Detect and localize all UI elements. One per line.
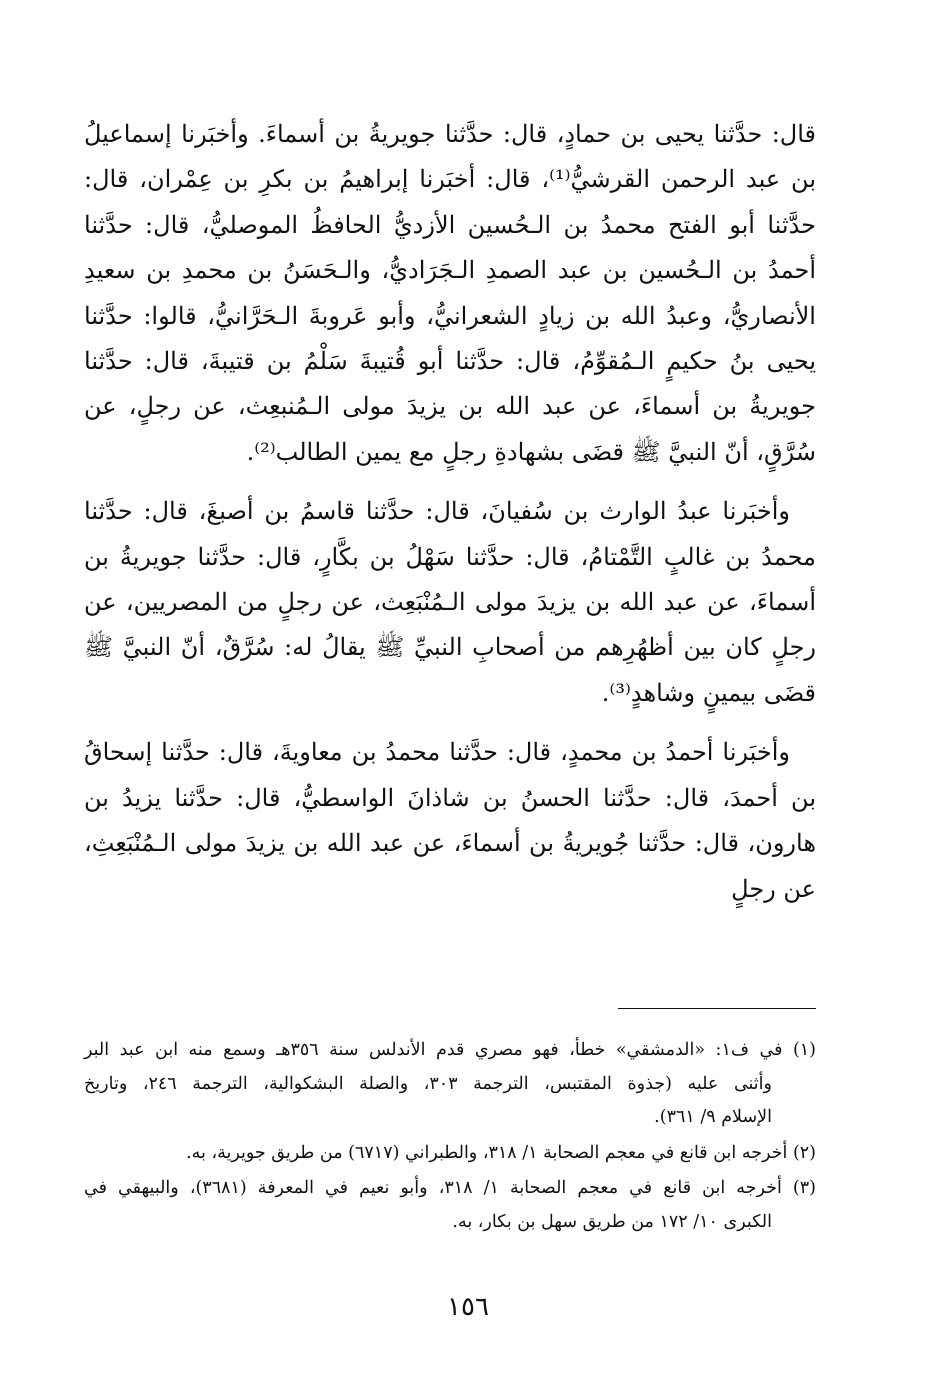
text-line: وأخبَرنا عبدُ الوارث بن سُفيانَ، قال: حدَّثنا قاسمُ بن أصبغَ، قال: [143,497,790,526]
text-line: زيادٍ الشعرانيُّ، وأبو عَروبةَ الـحَرَّانيُّ، قالوا: حدَّثنا يحيى بنُ حكيمٍ الـمُقوِّمُ، [84,301,816,376]
footnote-line: وأثنى عليه (جذوة المقتبس، الترجمة ٣٠٣، والصلة البشكوالية، الترجمة ٢٤٦، وتاريخ [84,1073,772,1094]
footnote-marker: (٢) [792,1142,816,1163]
footnote-marker: (١) [792,1040,816,1060]
footnote [84,1034,816,1135]
text-line: أحمدَ، قال: حدَّثنا الحسنُ بن شاذانَ الواسطيُّ، قال: حدَّثنا يزيدُ بن هارون، [84,783,816,858]
text-line: مع يمين الطالب⁽²⁾. [246,437,435,466]
text-line: قال: حدَّثنا أبو قُتيبةَ سَلْمُ بن قتيبةَ، قال: حدَّثنا جويريةُ بن أسماءَ، عن عبد الله بن [84,347,816,421]
text-line: وأخبَرنا أحمدُ بن محمدٍ، قال: حدَّثنا محمدُ بن معاويةَ، قال: حدَّثنا إسحاقُ بن [84,738,816,812]
paragraph [84,489,816,716]
footnote-line: أخرجه ابن قانع في معجم الصحابة ١/ ٣١٨، والطبراني (٦٧١٧) من طريق جويرية، به. [186,1142,788,1163]
footnote-line: في ف١: «الدمشقي» خطأ، فهو مصري قدم الأندلس سنة ٣٥٦هـ وسمع منه ابن عبد البر [84,1040,783,1060]
footnote [84,1172,816,1239]
text-line: عبد الصمدِ الـجَرَاديُّ، والـحَسَنُ بن محمدِ بن سعيدِ الأنصاريُّ، وعبدُ الله بن [84,256,816,330]
text-line: يزيدَ مولى الـمُنبعِث، عن رجلٍ، عن سُرَّقٍ، أنّ النبيَّ ﷺ قضَى بشهادةِ رجلٍ [84,392,816,466]
text-line: كان بين أظهُرِهم من أصحابِ النبيِّ ﷺ يقالُ له: سُرَّقٌ، أنّ النبيَّ ﷺ قضَى [84,633,816,707]
text-line: عبد الرحمن القرشيُّ⁽¹⁾، قال: أخبَرنا إبراهيمُ بن بكرِ بن عِمْران، قال: حدَّثنا أبو [84,165,817,239]
footnote [84,1137,816,1171]
page-number: ١٥٦ [447,1292,489,1322]
text-line: قال: حدَّثنا يحيى بن حمادٍ، قال: حدَّثنا جويريةُ بن أسماءَ. وأخبَرنا إسماعيلُ بن [84,120,816,194]
footnotes [84,1034,816,1241]
text-line: أسماءَ، عن عبد الله بن يزيدَ مولى الـمُنْبَعِث، عن رجلٍ من المصريين، عن رجلٍ [84,588,816,662]
footnote-line: الإسلام ٩/ ٣٦١). [654,1107,772,1127]
text-line: قال: حدَّثنا جُويريةُ بن أسماءَ، عن عبد الله بن يزيدَ مولى الـمُنْبَعِثِ، عن رجلٍ [84,829,816,903]
footnote-line: الكبرى ١٠/ ١٧٢ من طريق سهل بن بكار، به. [452,1211,772,1232]
footnote-separator [618,1008,816,1009]
text-line: الفتح محمدُ بن الـحُسين الأزديُّ الحافظُ الموصليُّ، قال: حدَّثنا أحمدُ بن الـحُسين بن [84,210,816,285]
text-line: حدَّثنا محمدُ بن غالبٍ التَّمْتامُ، قال: حدَّثنا سَهْلُ بن بكَّارٍ، قال: حدَّثنا جويريةُ بن [84,497,816,571]
main-text-body [84,112,816,912]
text-line: بيمينٍ وشاهدٍ⁽³⁾. [601,678,757,707]
footnote-line: أخرجه ابن قانع في معجم الصحابة ١/ ٣١٨، وأبو نعيم في المعرفة (٣٦٨١)، والبيهقي في [84,1178,782,1198]
footnote-marker: (٣) [792,1178,816,1198]
paragraph [84,112,816,475]
paragraph [84,730,816,912]
